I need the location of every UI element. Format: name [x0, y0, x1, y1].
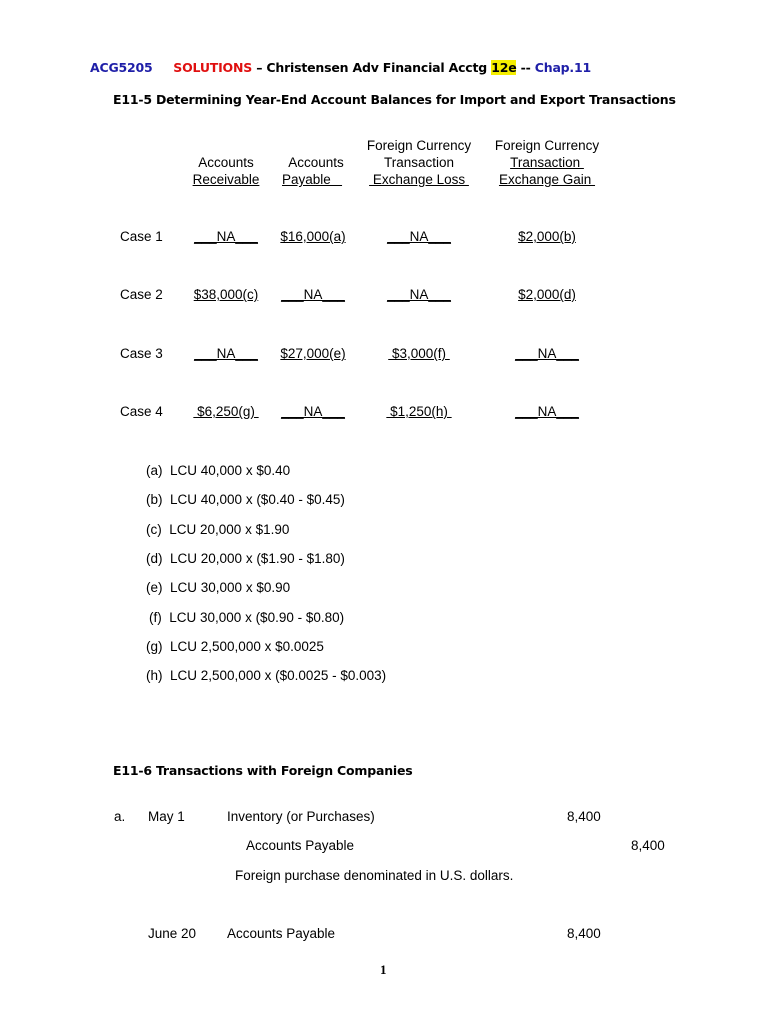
page-number: 1: [380, 962, 387, 977]
case-2-exchange-gain: $2,000(d): [518, 287, 576, 302]
case-1-exchange-gain: $2,000(b): [518, 229, 576, 244]
case-row-label: Case 1: [120, 229, 163, 244]
case-1-accounts-receivable: ___NA___: [194, 229, 258, 244]
case-3-accounts-payable: $27,000(e): [280, 346, 346, 361]
case-2-accounts-payable: ___NA___: [281, 287, 345, 302]
debit-amount: 8,400: [567, 926, 601, 941]
e11-6-title: E11-6 Transactions with Foreign Companies: [113, 763, 413, 778]
debit-account: Inventory (or Purchases): [227, 809, 375, 824]
credit-account: Accounts Payable: [246, 838, 355, 853]
column-header-accounts-payable: Accounts Payable: [282, 155, 344, 187]
case-4-exchange-gain: ___NA___: [515, 404, 579, 419]
case-2-accounts-receivable: $38,000(c): [193, 287, 259, 302]
calc-note: (c) LCU 20,000 x $1.90: [146, 522, 290, 537]
case-row-label: Case 2: [120, 287, 163, 302]
calc-note: (b) LCU 40,000 x ($0.40 - $0.45): [146, 492, 345, 507]
case-4-accounts-receivable: $6,250(g): [193, 404, 259, 419]
course-code: ACG5205: [90, 60, 153, 75]
calc-note: (f) LCU 30,000 x ($0.90 - $0.80): [149, 610, 345, 625]
entry-explanation: Foreign purchase denominated in U.S. dollars.: [235, 868, 514, 883]
calc-note: (g) LCU 2,500,000 x $0.0025: [146, 639, 324, 654]
case-3-exchange-gain: ___NA___: [515, 346, 579, 361]
debit-amount: 8,400: [567, 809, 601, 824]
entry-date: May 1: [148, 809, 185, 824]
case-4-exchange-loss: $1,250(h): [386, 404, 452, 419]
page-header: [90, 60, 591, 75]
calc-note: (d) LCU 20,000 x ($1.90 - $1.80): [146, 551, 345, 566]
header-text: – Christensen Adv Financial Acctg: [252, 60, 492, 75]
edition-highlight: 12e: [491, 60, 517, 75]
case-2-exchange-loss: ___NA___: [387, 287, 451, 302]
case-row-label: Case 3: [120, 346, 163, 361]
column-header-exchange-gain: Foreign Currency Transaction Exchange Gain: [494, 138, 600, 187]
case-4-accounts-payable: ___NA___: [281, 404, 345, 419]
column-header-exchange-loss: Foreign Currency Transaction Exchange Loss: [366, 138, 472, 187]
case-3-exchange-loss: $3,000(f): [388, 346, 450, 361]
entry-date: June 20: [148, 926, 197, 941]
header-separator: --: [516, 60, 535, 75]
case-1-exchange-loss: ___NA___: [387, 229, 451, 244]
case-1-accounts-payable: $16,000(a): [280, 229, 346, 244]
case-row-label: Case 4: [120, 404, 163, 419]
calc-note: (e) LCU 30,000 x $0.90: [146, 580, 291, 595]
case-3-accounts-receivable: ___NA___: [194, 346, 258, 361]
calc-note: (h) LCU 2,500,000 x ($0.0025 - $0.003): [146, 668, 387, 683]
e11-5-title: E11-5 Determining Year-End Account Balances for Import and Export Transactions: [113, 92, 676, 107]
solutions-label: SOLUTIONS: [173, 60, 253, 75]
debit-account: Accounts Payable: [227, 926, 336, 941]
credit-amount: 8,400: [631, 838, 665, 853]
part-label: a.: [114, 809, 126, 824]
chapter-label: Chap.11: [534, 60, 591, 75]
column-header-accounts-receivable: Accounts Receivable: [192, 155, 260, 187]
calc-note: (a) LCU 40,000 x $0.40: [146, 463, 291, 478]
